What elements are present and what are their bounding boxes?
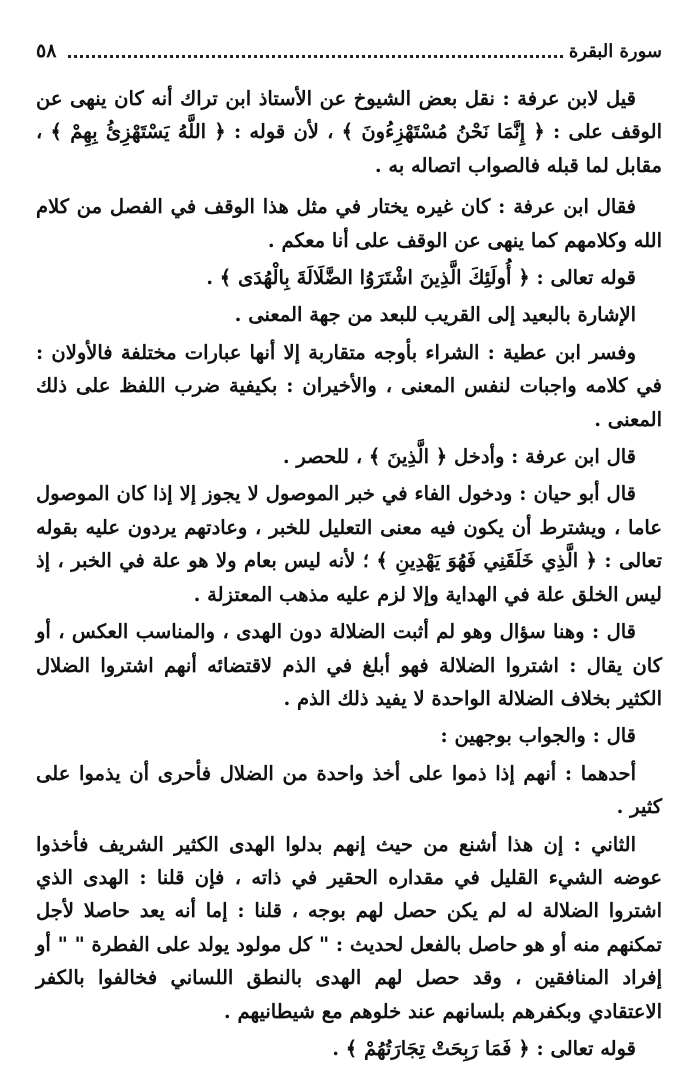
- paragraph: الثاني : إن هذا أشنع من حيث إنهم بدلوا الهدى الكثير الشريف فأخذوا عوضه الشيء القليل في مقداره الحقير في ذاته ، فإن قلنا : الهدى الذي اشتروا الضلالة له لم يكن حصل لهم بوجه ، قلنا : إما أنه يعد حاصلا لأجل تمكنهم منه أو هو حاصل بالفعل لحديث : " كل مولود يولد على الفطرة " " أو إفراد المنافقين ، وقد حصل لهم الهدى بالنطق اللساني فخالفوا بالكفر الاعتقادي وبكفرهم بلسانهم عند خلوهم مع شيطانيهم .: [36, 832, 662, 1023]
- verse-paragraph: قوله تعالى : ﴿ فَمَا رَبِحَتْ تِجَارَتُهُمْ ﴾ .: [332, 1036, 636, 1060]
- page-number: ٥٨: [36, 40, 57, 62]
- paragraph: قال : والجواب بوجهين :: [440, 724, 636, 748]
- paragraph: قيل لابن عرفة : نقل بعض الشيوخ عن الأستاذ ابن تراك أنه كان ينهى عن الوقف على : ﴿ إِنَّمَا نَحْنُ مُسْتَهْزِءُونَ ﴾ ، لأن قوله : ﴿ اللَّهُ يَسْتَهْزِئُ بِهِمْ ﴾ ، مقابل لما قبله فالصواب اتصاله به .: [36, 87, 662, 177]
- page-body: [36, 82, 662, 1065]
- paragraph: قال : وهنا سؤال وهو لم أثبت الضلالة دون الهدى ، والمناسب العكس ، أو كان يقال : اشتروا الضلالة فهو أبلغ في الذم لاقتضائه أنهم اشتروا الضلال الكثير بخلاف الضلالة الواحدة لا يفيد ذلك الذم .: [36, 620, 662, 710]
- surah-title: سورة البقرة: [568, 40, 662, 62]
- paragraph: قال أبو حيان : ودخول الفاء في خبر الموصول لا يجوز إلا إذا كان الموصول عاما ، ويشترط أن يكون فيه معنى التعليل للخبر ، وعادتهم يردون عليه بقوله تعالى : ﴿ الَّذِي خَلَقَنِي فَهُوَ يَهْدِينِ ﴾ ؛ لأنه ليس بعام ولا هو علة في الخبر ، إذ ليس الخلق علة في الهداية وإلا لزم عليه مذهب المعتزلة .: [36, 482, 662, 606]
- page-header: [36, 38, 662, 64]
- paragraph: فقال ابن عرفة : كان غيره يختار في مثل هذا الوقف في الفصل من كلام الله وكلامهم كما ينهى عن الوقف على أنا معكم .: [36, 195, 662, 252]
- paragraph: الإشارة بالبعيد إلى القريب للبعد من جهة المعنى .: [234, 303, 636, 327]
- header-dotted-rule: [68, 45, 562, 58]
- paragraph: أحدهما : أنهم إذا ذموا على أخذ واحدة من الضلال فأحرى أن يذموا على كثير .: [36, 761, 662, 819]
- paragraph: قال ابن عرفة : وأدخل ﴿ الَّذِينَ ﴾ ، للحصر .: [282, 445, 636, 469]
- verse-paragraph: قوله تعالى : ﴿ أُولَئِكَ الَّذِينَ اشْتَرَوُا الضَّلَالَةَ بِالْهُدَى ﴾ .: [206, 266, 636, 290]
- paragraph: وفسر ابن عطية : الشراء بأوجه متقاربة إلا أنها عبارات مختلفة فالأولان : في كلامه واجبات لنفس المعنى ، والأخيران : بكيفية ضرب اللفظ على ذلك المعنى .: [36, 340, 662, 431]
